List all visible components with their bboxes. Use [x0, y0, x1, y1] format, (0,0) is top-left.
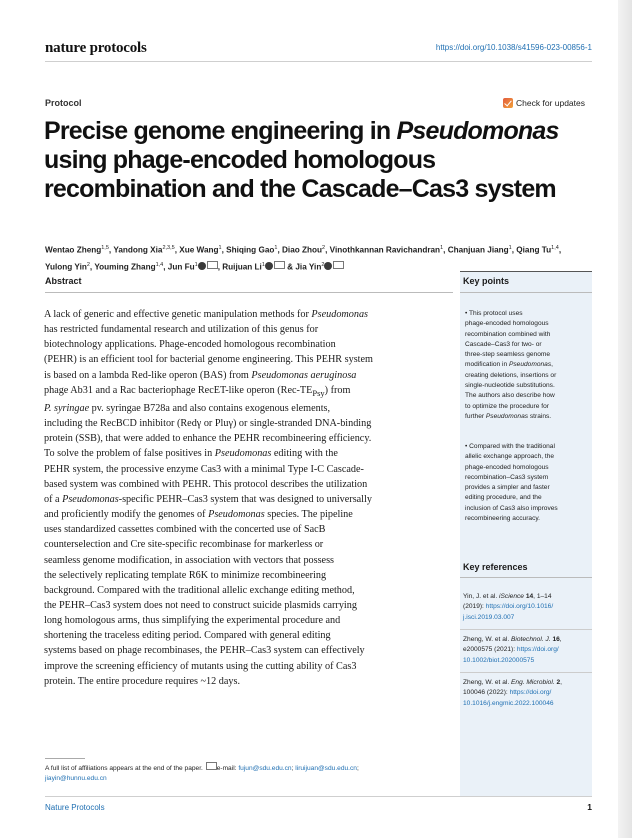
abstract-line: seamless genome modification, in association with vectors that possess	[44, 554, 335, 566]
abstract-line: is based on a lambda Red-like operon (BAS) from Pseudomonas aeruginosa	[44, 369, 357, 381]
key-references-heading: Key references	[463, 562, 528, 572]
abstract-line: of a Pseudomonas-specific PEHR–Cas3 system that was designed to universally	[44, 493, 372, 505]
key-point-line: further Pseudomonas strains.	[465, 412, 552, 420]
abstract-line: P. syringae pv. syringae B728a and also contains exogenous elements,	[44, 402, 331, 414]
reference-bold: 2	[556, 679, 561, 686]
abstract-line: uses standardized cassettes combined with the concerted use of SacB	[44, 524, 326, 536]
key-point-line: provides a simpler and faster	[465, 484, 550, 492]
doi-link[interactable]: https://doi.org/10.1038/s41596-023-00856-1	[435, 43, 592, 52]
key-point-line: single-nucleotide substitutions.	[465, 382, 555, 390]
abstract-line: shortening the traceless editing period. Compared with general editing	[44, 630, 331, 642]
key-point-line: phage-encoded homologous	[465, 320, 549, 328]
header-divider	[45, 61, 592, 62]
author-name[interactable]: Chanjuan Jiang	[447, 245, 509, 255]
abstract-subscript: Psy	[312, 387, 325, 398]
reference-bold: 16	[552, 636, 560, 643]
key-point-line: three-step seamless genome	[465, 351, 551, 359]
abstract-line: counterselection and Cre site-specific recombinase for markerless or	[44, 539, 324, 551]
author-affiliation: 2	[321, 261, 325, 268]
reference-line: 100046 (2022): https://doi.org/	[463, 689, 552, 697]
affiliations-footnote: A full list of affiliations appears at the end of the paper. e-mail: fujun@sdu.edu.cn; liruijuan@sdu.edu.cn; jiayin@hunnu.edu.cn	[45, 762, 455, 784]
author-affiliation: 1	[194, 261, 198, 268]
mail-icon	[207, 261, 218, 269]
abstract-line: PEHR system, the processive enzyme Cas3 with a minimal Type I-C Cascade-	[44, 463, 364, 475]
abstract-line: the PEHR–Cas3 system does not need to construct suicide plasmids carrying	[44, 600, 357, 611]
title-line-3: recombination and the Cascade–Cas3 system	[44, 175, 556, 203]
reference-separator	[460, 672, 592, 673]
key-point-line: allelic exchange approach, the	[465, 453, 555, 461]
abstract-italic: Pseudomonas	[62, 493, 119, 505]
key-point-line: • This protocol uses	[465, 310, 523, 317]
abstract-divider	[45, 292, 453, 293]
key-point-line: phage-encoded homologous	[465, 463, 549, 471]
key-point-line: to optimize the procedure for	[465, 402, 549, 410]
abstract-italic: Pseudomonas aeruginosa	[251, 369, 357, 381]
key-references-divider	[460, 577, 592, 578]
key-point-italic: Pseudomonas	[485, 412, 529, 420]
journal-name[interactable]: nature protocols	[45, 40, 147, 56]
article-type: Protocol	[45, 98, 82, 108]
author-affiliation: 1	[508, 245, 512, 251]
page-edge	[618, 0, 632, 838]
reference-doi-link[interactable]: https://doi.org/	[509, 689, 552, 697]
sidebar-top-rule	[460, 271, 592, 272]
author-name[interactable]: Vinothkannan Ravichandran	[329, 245, 441, 255]
key-point-line: inclusion of Cas3 also improves	[465, 504, 558, 512]
reference-doi-link[interactable]: 10.1002/biot.202000575	[463, 656, 535, 664]
article-title	[44, 117, 604, 204]
reference-line: Yin, J. et al. iScience 14, 1–14	[463, 593, 552, 600]
author-affiliation: 1,4	[551, 245, 559, 251]
key-point-line: The authors also describe how	[465, 392, 555, 400]
abstract-line: improve the screening efficiency of mutants using the cutting ability of Cas3	[44, 660, 357, 672]
abstract-line: long homologous arms, thus simplifying the experimental procedure and	[44, 615, 341, 627]
author-affiliation: 2,3,5	[162, 245, 175, 251]
reference-bold: 14	[525, 593, 534, 600]
title-line-1	[44, 117, 604, 146]
reference-doi-link[interactable]: https://doi.org/	[516, 646, 559, 654]
check-updates-icon	[503, 98, 513, 108]
footer-journal[interactable]: Nature Protocols	[45, 803, 105, 812]
author-affiliation: 1	[218, 245, 222, 251]
reference-doi-link[interactable]: j.isci.2019.03.007	[463, 613, 515, 621]
abstract-line: based system was combined with PEHR. This protocol describes the utilization	[44, 478, 368, 490]
author-affiliation: 1,4	[155, 261, 164, 268]
key-point-italic: Pseudomonas	[508, 361, 552, 369]
footnote-text: A full list of affiliations appears at the end of the paper.	[45, 765, 205, 772]
author-affiliation: 1	[440, 245, 444, 251]
email-link[interactable]: fujun@sdu.edu.cn	[238, 765, 292, 772]
author-affiliation: 1,5	[101, 245, 109, 251]
abstract-line: (PEHR) is an efficient tool for bacterial genome engineering. This PEHR system	[44, 354, 373, 366]
key-point-line: Cascade–Cas3 for two- or	[465, 340, 542, 348]
orcid-icon	[198, 262, 206, 270]
abstract-italic: Pseudomonas	[311, 309, 369, 320]
author-name[interactable]: Ruijuan Li	[222, 262, 262, 272]
abstract-line: A lack of generic and effective genetic manipulation methods for Pseudomonas	[44, 309, 369, 320]
email-label: e-mail:	[216, 765, 239, 772]
title-line-1-text: Precise genome engineering in	[44, 117, 397, 145]
author-list: Wentao Zheng$^{1,5}$, Yandong Xia$^{2,3,5}$, Xue Wang$^1$, Shiqing Gao$^1$, Diao Zhou$^2$, Vinothkannan Ravichandran$^1$, Chanjuan Jiang$^1$, Qiang Tu$^{1,4}$, Yulong Yin$^2$, Youming Zhang$^{1,4}$, Jun Fu$^1$ , Ruijuan Li$^1$ & Jia Yin$^2$	[45, 245, 562, 272]
orcid-icon	[265, 262, 273, 270]
reference-line: e2000575 (2021): https://doi.org/	[463, 646, 559, 654]
author-affiliation: 2	[322, 245, 326, 251]
author-name[interactable]: Jia Yin	[295, 262, 322, 272]
author-affiliation: 2	[86, 261, 90, 268]
footnote-rule	[45, 758, 85, 759]
key-reference-1	[463, 592, 589, 623]
author-name[interactable]: Xue Wang	[179, 245, 219, 255]
orcid-icon	[324, 262, 332, 270]
key-point-1	[465, 309, 587, 422]
author-name[interactable]: Wentao Zheng	[45, 245, 102, 255]
key-points-heading: Key points	[463, 276, 510, 286]
key-point-line: recombineering accuracy.	[465, 515, 541, 523]
email-link[interactable]: liruijuan@sdu.edu.cn	[295, 765, 357, 772]
mail-icon	[333, 261, 344, 269]
abstract-line: background. Compared with the traditional allelic exchange editing method,	[44, 584, 355, 596]
reference-doi-link[interactable]: 10.1016/j.engmic.2022.100046	[463, 699, 554, 707]
author-affiliation: 1	[274, 245, 278, 251]
reference-line: (2019): https://doi.org/10.1016/	[463, 603, 554, 611]
reference-italic: Biotechnol. J.	[511, 636, 551, 643]
author-name[interactable]: Yandong Xia	[113, 245, 163, 255]
page-number: 1	[587, 802, 592, 812]
key-point-line: recombination combined with	[465, 330, 551, 338]
key-point-2	[465, 442, 587, 524]
abstract-italic: Pseudomonas	[214, 448, 272, 460]
author-affiliation: 1	[261, 261, 265, 268]
reference-italic: iScience	[499, 593, 524, 600]
reference-line	[463, 699, 589, 709]
check-for-updates-button[interactable]	[503, 98, 585, 108]
reference-line	[463, 656, 589, 666]
author-name[interactable]: Yulong Yin	[45, 262, 87, 272]
abstract-line: including the RecBCD inhibitor (Redγ or Pluγ) or single-stranded DNA-binding	[44, 418, 372, 430]
abstract-line: has restricted fundamental research and utilization of this genus for	[44, 324, 319, 336]
title-line-1-italic: Pseudomonas	[396, 117, 559, 145]
abstract-line: the selectively replicating template R6K to minimize recombineering	[44, 569, 327, 581]
key-reference-3	[463, 678, 589, 709]
reference-italic: Eng. Microbiol.	[511, 679, 555, 686]
abstract-line: To solve the problem of false positives in Pseudomonas editing with the	[44, 448, 338, 460]
key-points-divider	[460, 292, 592, 293]
mail-icon	[274, 261, 285, 269]
key-point-line: • Compared with the traditional	[465, 443, 555, 450]
abstract-italic: P. syringae	[44, 402, 90, 414]
abstract-line: protein. The entire procedure requires ~12 days.	[44, 675, 240, 687]
reference-line: Zheng, W. et al. Biotechnol. J. 16,	[463, 636, 562, 643]
author-name[interactable]: Shiqing Gao	[226, 245, 275, 255]
abstract-italic: Pseudomonas	[208, 509, 265, 521]
author-name[interactable]: Diao Zhou	[282, 245, 323, 255]
title-line-2: using phage-encoded homologous	[44, 146, 436, 174]
reference-doi-link[interactable]: https://doi.org/10.1016/	[485, 603, 554, 611]
key-point-line: recombination–Cas3 system	[465, 473, 549, 481]
abstract-line: phage Ab31 and a Rac bacteriophage RecET-like operon $(Rec-TE_{Psy})$ from	[44, 384, 351, 398]
check-updates-label: Check for updates	[516, 98, 585, 108]
reference-separator	[460, 629, 592, 630]
abstract-text	[44, 307, 454, 689]
key-point-line: modification in Pseudomonas,	[465, 361, 553, 369]
reference-line	[463, 613, 589, 623]
footer-divider	[45, 796, 592, 797]
reference-line: Zheng, W. et al. Eng. Microbiol. 2,	[463, 679, 562, 686]
abstract-line: systems based on phage recombinases, the PEHR–Cas3 system can effectively	[44, 645, 365, 657]
key-reference-2	[463, 635, 589, 666]
email-link[interactable]: jiayin@hunnu.edu.cn	[45, 775, 107, 782]
mail-icon	[206, 762, 217, 770]
abstract-line: biotechnology applications. Phage-encoded homologous recombination	[44, 339, 336, 351]
key-point-line: creating deletions, insertions or	[465, 371, 557, 379]
author-name[interactable]: Qiang Tu	[516, 245, 552, 255]
author-name[interactable]: Youming Zhang	[94, 262, 156, 272]
abstract-line: and proficiently modify the genomes of Pseudomonas species. The pipeline	[44, 509, 353, 521]
abstract-line: protein (SSB), that were added to enhance the PEHR recombineering efficiency.	[44, 433, 372, 445]
author-name[interactable]: Jun Fu	[167, 262, 195, 272]
abstract-heading: Abstract	[45, 276, 82, 286]
key-point-line: editing procedure, and the	[465, 494, 542, 502]
